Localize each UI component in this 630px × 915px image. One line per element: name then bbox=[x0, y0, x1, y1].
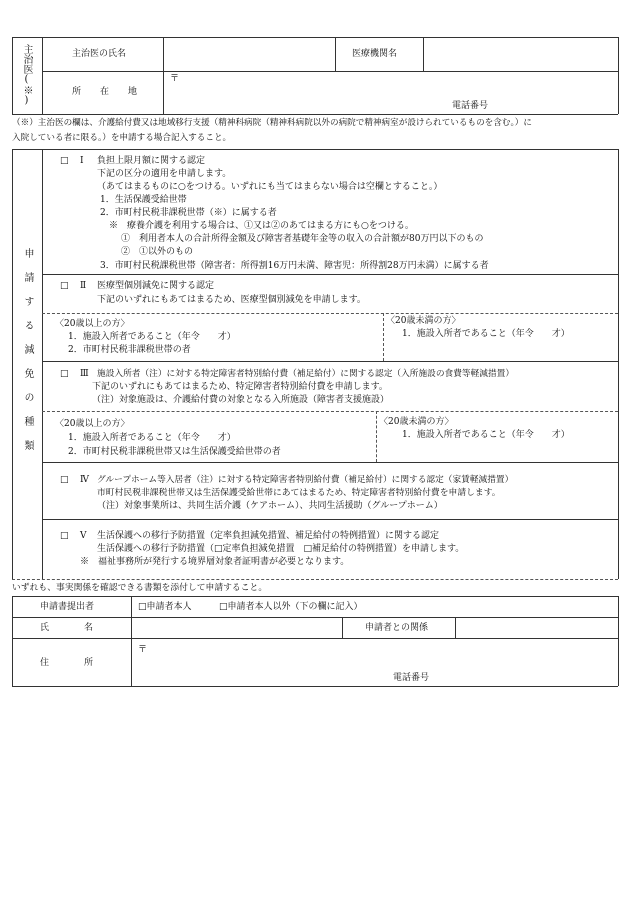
doctor-note-line1: （※）主治医の欄は、介護給付費又は地域移行支援（精神科病院（精神科病院以外の病院で精神病室が設けられているものを含む。）に bbox=[12, 118, 532, 128]
s5-checkbox[interactable]: □ bbox=[60, 531, 69, 541]
s1-note: ※ 療養介護を利用する場合は、①又は②のあてはまる方にも○をつける。 bbox=[109, 221, 414, 231]
submitter-postal-mark: 〒 bbox=[138, 645, 148, 655]
s2-right-head: 〈20歳未満の方〉 bbox=[386, 316, 461, 326]
submitter-phone-label: 電話番号 bbox=[393, 673, 430, 683]
relation-label: 申請者との関係 bbox=[365, 623, 429, 633]
institution-field[interactable] bbox=[424, 38, 617, 70]
s5-numeral: Ⅴ bbox=[80, 531, 87, 541]
doctor-note-line2: 入院している者に限る。）を申請する場合記入すること。 bbox=[12, 133, 232, 143]
s3-left-item1: 1．施設入所者であること（年令 才） bbox=[68, 433, 236, 443]
submitter-label: 申請書提出者 bbox=[40, 602, 95, 612]
s3-right-head: 〈20歳未満の方〉 bbox=[379, 417, 454, 427]
s3-checkbox[interactable]: □ bbox=[60, 369, 69, 379]
s2-left-item2: 2．市町村民税非課税世帯の者 bbox=[68, 345, 191, 355]
s3-right-item1: 1．施設入所者であること（年令 才） bbox=[402, 430, 570, 440]
reduction-side-label: 申請する減免の種類 bbox=[22, 248, 33, 464]
s4-line1: 市町村民税非課税世帯又は生活保護受給世帯にあてはまるため、特定障害者特別給付費を申請します。 bbox=[97, 488, 501, 498]
s1-option1: 1．生活保護受給世帯 bbox=[100, 195, 187, 205]
submitter-other-checkbox[interactable]: □申請者本人以外（下の欄に記入） bbox=[219, 602, 363, 612]
s1-numeral: Ⅰ bbox=[80, 156, 84, 166]
s2-left-head: 〈20歳以上の方〉 bbox=[55, 319, 130, 329]
s2-right-item1: 1．施設入所者であること（年令 才） bbox=[402, 329, 570, 339]
relation-field[interactable] bbox=[456, 618, 617, 637]
s3-title: 施設入所者（注）に対する特定障害者特別給付費（補足給付）に関する認定（入所施設の食費等軽減措置） bbox=[97, 369, 514, 379]
s1-option3: 3．市町村民税課税世帯（障害者：所得割16万円未満、障害児：所得割28万円未満）に属する者 bbox=[100, 261, 489, 271]
s3-line1: 下記のいずれにもあてはまるため、特定障害者特別給付費を申請します。 bbox=[92, 382, 388, 392]
s1-title: 負担上限月額に関する認定 bbox=[97, 156, 206, 166]
s1-sub2: ② ①以外のもの bbox=[121, 247, 194, 257]
doctor-name-field[interactable] bbox=[164, 38, 334, 70]
institution-label: 医療機関名 bbox=[352, 49, 398, 59]
s3-line2: （注）対象施設は、介護給付費の対象となる入所施設（障害者支援施設） bbox=[92, 395, 390, 405]
s2-title: 医療型個別減免に関する認定 bbox=[97, 281, 215, 291]
doctor-address-label: 所 在 地 bbox=[72, 87, 143, 97]
s4-title: グループホーム等入居者（注）に対する特定障害者特別給付費（補足給付）に関する認定（家賃軽減措置） bbox=[97, 475, 514, 485]
s3-left-head: 〈20歳以上の方〉 bbox=[55, 419, 130, 429]
attach-note: いずれも、事実関係を確認できる書類を添付して申請すること。 bbox=[12, 583, 268, 593]
submitter-address-label: 住 所 bbox=[40, 658, 96, 668]
doctor-address-field[interactable] bbox=[164, 72, 617, 113]
s4-line2: （注）対象事業所は、共同生活介護（ケアホーム）、共同生活援助（グループホーム） bbox=[97, 501, 443, 511]
s5-line1: 生活保護への移行予防措置（□定率負担減免措置 □補足給付の特例措置）を申請します。 bbox=[97, 544, 465, 554]
s1-option2: 2．市町村民税非課税世帯（※）に属する者 bbox=[100, 208, 277, 218]
s5-title: 生活保護への移行予防措置（定率負担減免措置、補足給付の特例措置）に関する認定 bbox=[97, 531, 440, 541]
doctor-postal-mark: 〒 bbox=[170, 74, 180, 84]
s2-line1: 下記のいずれにもあてはまるため、医療型個別減免を申請します。 bbox=[97, 295, 366, 305]
s1-checkbox[interactable]: □ bbox=[60, 156, 69, 166]
submitter-self-checkbox[interactable]: □申請者本人 bbox=[138, 602, 192, 612]
submitter-address-field[interactable] bbox=[132, 639, 617, 685]
doctor-name-label: 主治医の氏名 bbox=[72, 49, 127, 59]
s4-numeral: Ⅳ bbox=[80, 475, 89, 485]
s1-line1: 下記の区分の適用を申請します。 bbox=[97, 169, 232, 179]
doctor-side-label: 主治医(※) bbox=[21, 44, 32, 106]
s2-left-item1: 1．施設入所者であること（年令 才） bbox=[68, 332, 236, 342]
s2-checkbox[interactable]: □ bbox=[60, 281, 69, 291]
s5-line2: ※ 福祉事務所が発行する境界層対象者証明書が必要となります。 bbox=[80, 557, 350, 567]
s4-checkbox[interactable]: □ bbox=[60, 475, 69, 485]
s2-numeral: Ⅱ bbox=[80, 281, 87, 291]
s3-numeral: Ⅲ bbox=[80, 369, 89, 379]
s1-sub1: ① 利用者本人の合計所得金額及び障害者基礎年金等の収入の合計額が80万円以下のもの bbox=[121, 234, 484, 244]
s1-line2: （あてはまるものに○をつける。いずれにも当てはまらない場合は空欄とすること。） bbox=[97, 182, 443, 192]
s3-left-item2: 2．市町村民税非課税世帯又は生活保護受給世帯の者 bbox=[68, 447, 281, 457]
submitter-name-label: 氏 名 bbox=[40, 623, 96, 633]
doctor-phone-label: 電話番号 bbox=[452, 101, 489, 111]
submitter-name-field[interactable] bbox=[132, 618, 341, 637]
